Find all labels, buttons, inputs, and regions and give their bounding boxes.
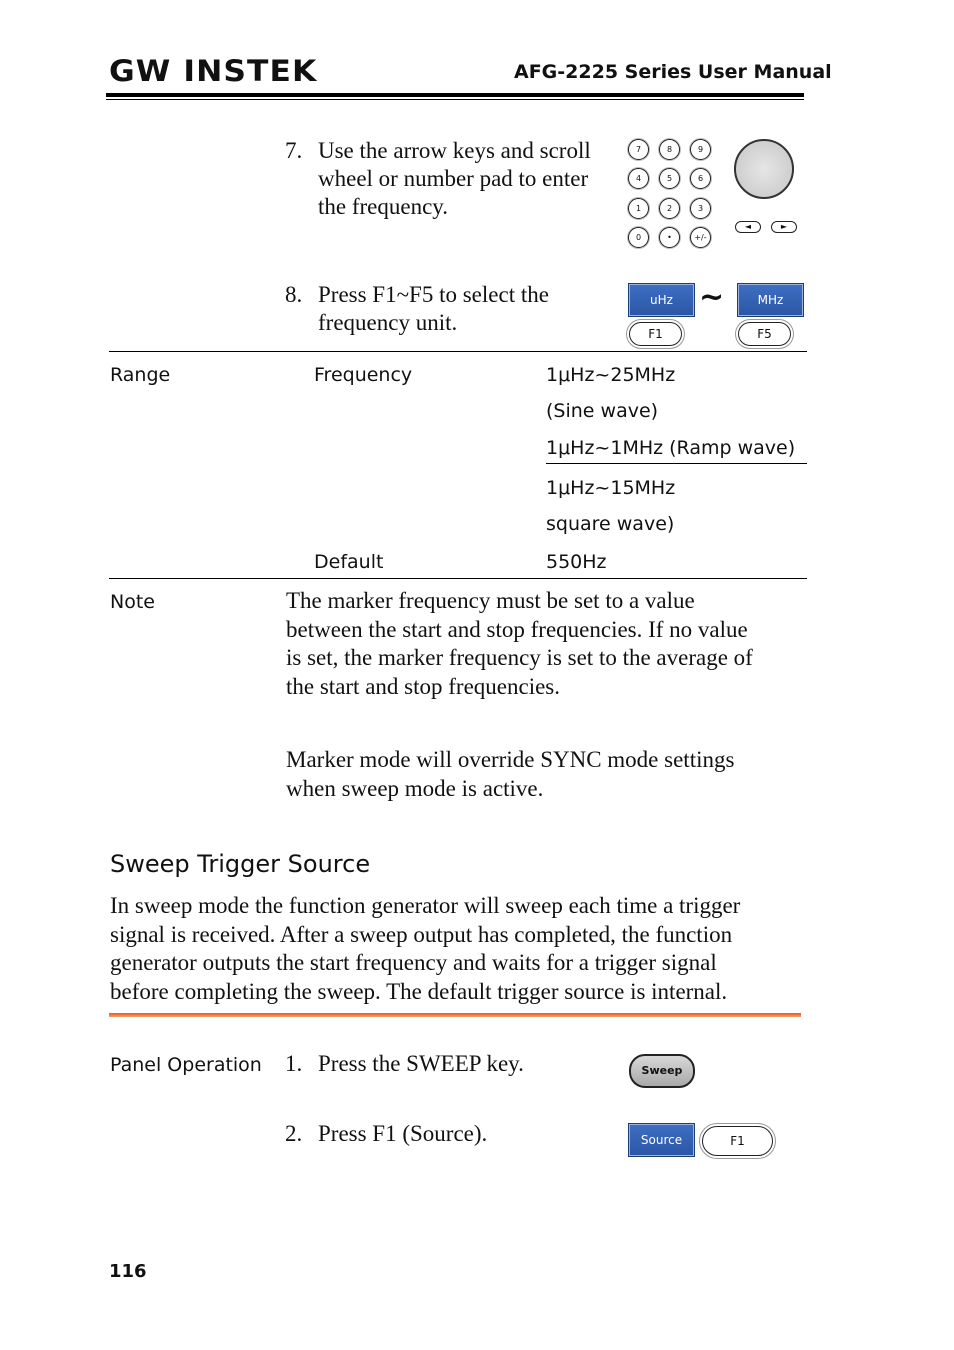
key-8[interactable]: 8 (659, 139, 680, 160)
section-divider (109, 1013, 801, 1017)
range-tilde: ~ (699, 280, 725, 315)
note-line: The marker frequency must be set to a value (286, 588, 695, 613)
sweep-key[interactable]: Sweep (629, 1054, 695, 1088)
note-line: when sweep mode is active. (286, 775, 544, 801)
step-text: Press the SWEEP key. (318, 1051, 524, 1076)
panel-step-1 (285, 1050, 615, 1080)
key-9[interactable]: 9 (690, 139, 711, 160)
key-5[interactable]: 5 (659, 168, 680, 189)
step-7 (285, 137, 625, 227)
key-7[interactable]: 7 (628, 139, 649, 160)
panel-step-2 (285, 1120, 615, 1150)
f1-key[interactable]: F1 (702, 1126, 773, 1156)
section-body (110, 892, 810, 1006)
note-line: Marker mode will override SYNC mode settings (286, 747, 735, 772)
body-line: In sweep mode the function generator will sweep each time a trigger (110, 893, 741, 918)
step-line: frequency unit. (318, 310, 458, 335)
uhz-softkey[interactable]: uHz (628, 283, 695, 317)
range-value: 1μHz~15MHz (546, 477, 676, 499)
note-label: Note (110, 591, 155, 613)
range-value: 1μHz~25MHz (546, 364, 676, 386)
left-arrow-key[interactable]: ◄ (735, 221, 761, 233)
note-paragraph-2 (286, 746, 806, 803)
default-value: 550Hz (546, 551, 607, 573)
source-softkey[interactable]: Source (628, 1123, 695, 1157)
key-2[interactable]: 2 (659, 198, 680, 219)
step-line: Press F1~F5 to select the (318, 282, 549, 307)
scroll-wheel-icon[interactable] (734, 139, 794, 199)
step-number: 1. (285, 1051, 303, 1076)
step-number: 8. (285, 282, 303, 307)
table-divider (109, 578, 807, 579)
step-line: wheel or number pad to enter (318, 166, 589, 191)
key-6[interactable]: 6 (690, 168, 711, 189)
note-line: the start and stop frequencies. (286, 673, 560, 699)
key-decimal[interactable]: • (659, 227, 680, 248)
step-line: the frequency. (318, 194, 449, 219)
header-rule-thin (106, 99, 804, 100)
right-arrow-key[interactable]: ► (771, 221, 797, 233)
key-0[interactable]: 0 (628, 227, 649, 248)
range-value: (Sine wave) (546, 400, 659, 422)
panel-operation-label: Panel Operation (110, 1054, 262, 1076)
table-divider (546, 463, 807, 464)
key-3[interactable]: 3 (690, 198, 711, 219)
key-4[interactable]: 4 (628, 168, 649, 189)
table-divider (109, 351, 807, 352)
step-number: 7. (285, 138, 303, 163)
brand-logo: GW INSTEK (109, 54, 318, 88)
step-text (318, 281, 549, 337)
step-line: Use the arrow keys and scroll (318, 138, 591, 163)
body-line: generator outputs the start frequency and waits for a trigger signal (110, 950, 717, 975)
key-plus-minus[interactable]: +/- (690, 227, 711, 248)
body-line: signal is received. After a sweep output has completed, the function (110, 921, 733, 947)
f1-key[interactable]: F1 (629, 322, 682, 346)
section-title: Sweep Trigger Source (110, 850, 371, 878)
page-number: 116 (109, 1261, 147, 1282)
range-value: 1μHz~1MHz (Ramp wave) (546, 437, 796, 459)
step-number: 2. (285, 1121, 303, 1146)
default-label: Default (314, 551, 384, 573)
note-line: is set, the marker frequency is set to the average of (286, 645, 753, 670)
step-text: Press F1 (Source). (318, 1121, 488, 1146)
header-rule (106, 93, 804, 97)
step-text (318, 137, 591, 221)
note-line: between the start and stop frequencies. If no value (286, 616, 748, 642)
body-line: before completing the sweep. The default trigger source is internal. (110, 978, 728, 1004)
note-paragraph (286, 587, 806, 701)
manual-title: AFG-2225 Series User Manual (514, 61, 832, 83)
step-8 (285, 281, 615, 341)
key-1[interactable]: 1 (628, 198, 649, 219)
frequency-label: Frequency (314, 364, 413, 386)
f5-key[interactable]: F5 (738, 322, 791, 346)
mhz-softkey[interactable]: MHz (737, 283, 804, 317)
range-label: Range (110, 364, 171, 386)
range-value: square wave) (546, 513, 675, 535)
